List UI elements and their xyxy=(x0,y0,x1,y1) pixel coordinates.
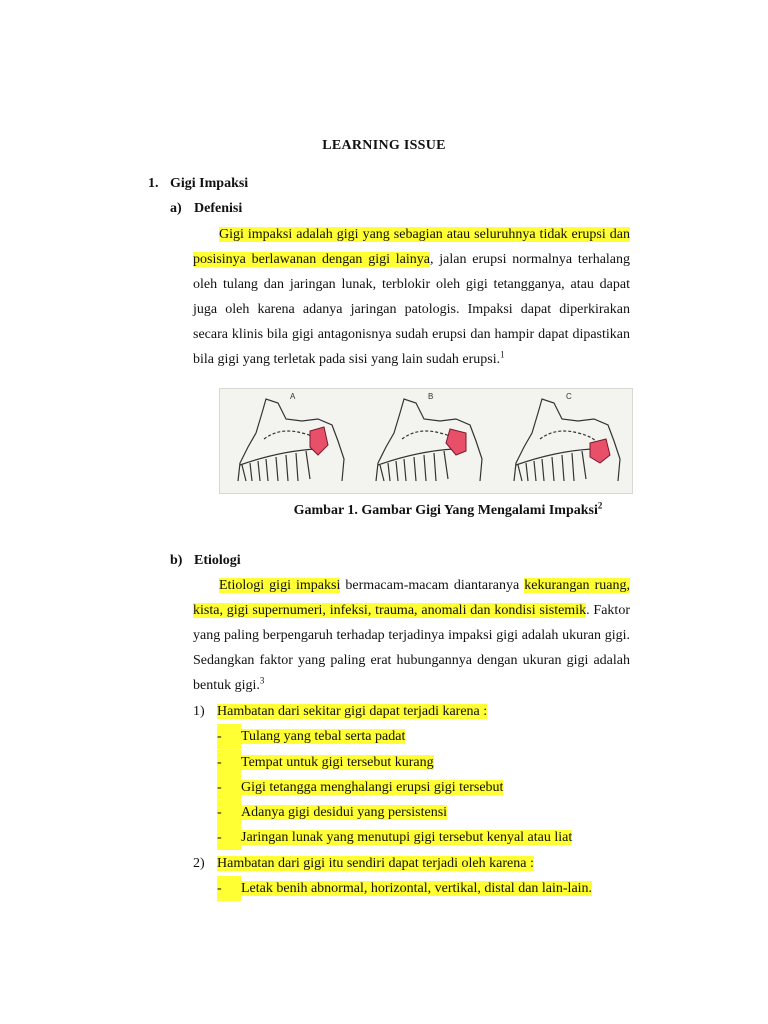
list-item xyxy=(193,699,592,724)
list-hambatan xyxy=(193,699,592,901)
bullet-dash: - xyxy=(217,825,241,850)
subheading-title: Defenisi xyxy=(194,201,243,216)
caption-ref: 2 xyxy=(597,500,603,511)
list-item: - Gigi tetangga menghalangi erupsi gigi tersebut xyxy=(193,775,592,800)
panel-label-c: C xyxy=(566,392,572,401)
highlighted-text: Etiologi gigi impaksi xyxy=(219,578,341,593)
impacted-tooth-c xyxy=(590,439,610,463)
subheading-etiologi xyxy=(170,553,241,569)
impacted-tooth-b xyxy=(446,429,466,455)
skull-diagram xyxy=(220,389,632,493)
section-number: 1. xyxy=(148,176,159,191)
highlighted-text: kekurangan ruang, kista, gigi supernumeri, infeksi, trauma, anomali dan kondisi sistemik xyxy=(193,578,630,618)
list-title: Hambatan dari sekitar gigi dapat terjadi karena : xyxy=(217,704,488,719)
list-number: 1) xyxy=(193,704,205,719)
list-title: Hambatan dari gigi itu sendiri dapat terjadi oleh karena : xyxy=(217,855,534,871)
paragraph-defenisi xyxy=(193,222,630,372)
figure-impacted-teeth xyxy=(219,388,633,494)
subheading-defenisi xyxy=(170,201,242,217)
subheading-number: a) xyxy=(170,201,182,216)
gum-line xyxy=(240,449,316,465)
panel-label-b: B xyxy=(428,392,434,401)
list-number: 2) xyxy=(193,855,205,871)
list-item: - Tulang yang tebal serta padat xyxy=(193,724,592,749)
page-title: LEARNING ISSUE xyxy=(322,138,446,153)
footnote-ref: 3 xyxy=(259,675,265,686)
subheading-number: b) xyxy=(170,553,183,568)
paragraph-text: bermacam-macam diantaranya xyxy=(340,578,525,593)
impacted-tooth-a xyxy=(310,427,328,455)
highlighted-text: Gigi impaksi adalah gigi yang sebagian atau seluruhnya tidak erupsi dan posisinya berlawanan dengan gigi lainya xyxy=(193,227,630,267)
section-heading-gigi-impaksi xyxy=(148,176,248,192)
bullet-dash: - xyxy=(217,800,241,825)
list-item: - Adanya gigi desidui yang persistensi xyxy=(193,800,592,825)
bullet-dash: - xyxy=(217,775,241,800)
figure-caption xyxy=(218,500,678,519)
list-item: - Tempat untuk gigi tersebut kurang xyxy=(193,750,592,775)
caption-text: Gambar 1. Gambar Gigi Yang Mengalami Impaksi xyxy=(293,503,598,518)
bullet-dash: - xyxy=(217,750,241,775)
paragraph-etiologi xyxy=(193,573,630,698)
bullet-dash: - xyxy=(217,876,241,901)
paragraph-text: , jalan erupsi normalnya terhalang oleh tulang dan jaringan lunak, terblokir oleh gigi tetangganya, atau dapat juga oleh karena adanya jaringan patologis. Impaksi dapat diperkirakan secara klinis bila gigi antagonisnya sudah erupsi dan hampir dapat dipastikan bila gigi yang terletak pada sisi yang lain sudah erupsi. xyxy=(193,252,631,367)
list-item xyxy=(193,851,592,876)
footnote-ref: 1 xyxy=(500,349,505,360)
list-item: - Letak benih abnormal, horizontal, vertikal, distal dan lain-lain. xyxy=(193,876,592,901)
section-title: Gigi Impaksi xyxy=(170,176,249,191)
teeth-row xyxy=(242,451,310,481)
bullet-dash: - xyxy=(217,724,241,749)
list-item: - Jaringan lunak yang menutupi gigi tersebut kenyal atau liat xyxy=(193,825,592,850)
subheading-title: Etiologi xyxy=(194,553,241,568)
panel-label-a: A xyxy=(290,392,296,401)
paragraph-text: . Faktor yang paling berpengaruh terhadap terjadinya impaksi gigi adalah ukuran gigi. Sedangkan faktor yang paling erat hubungannya dengan ukuran gigi adalah bentuk gigi. xyxy=(193,603,630,693)
maxilla-outline xyxy=(238,399,344,481)
